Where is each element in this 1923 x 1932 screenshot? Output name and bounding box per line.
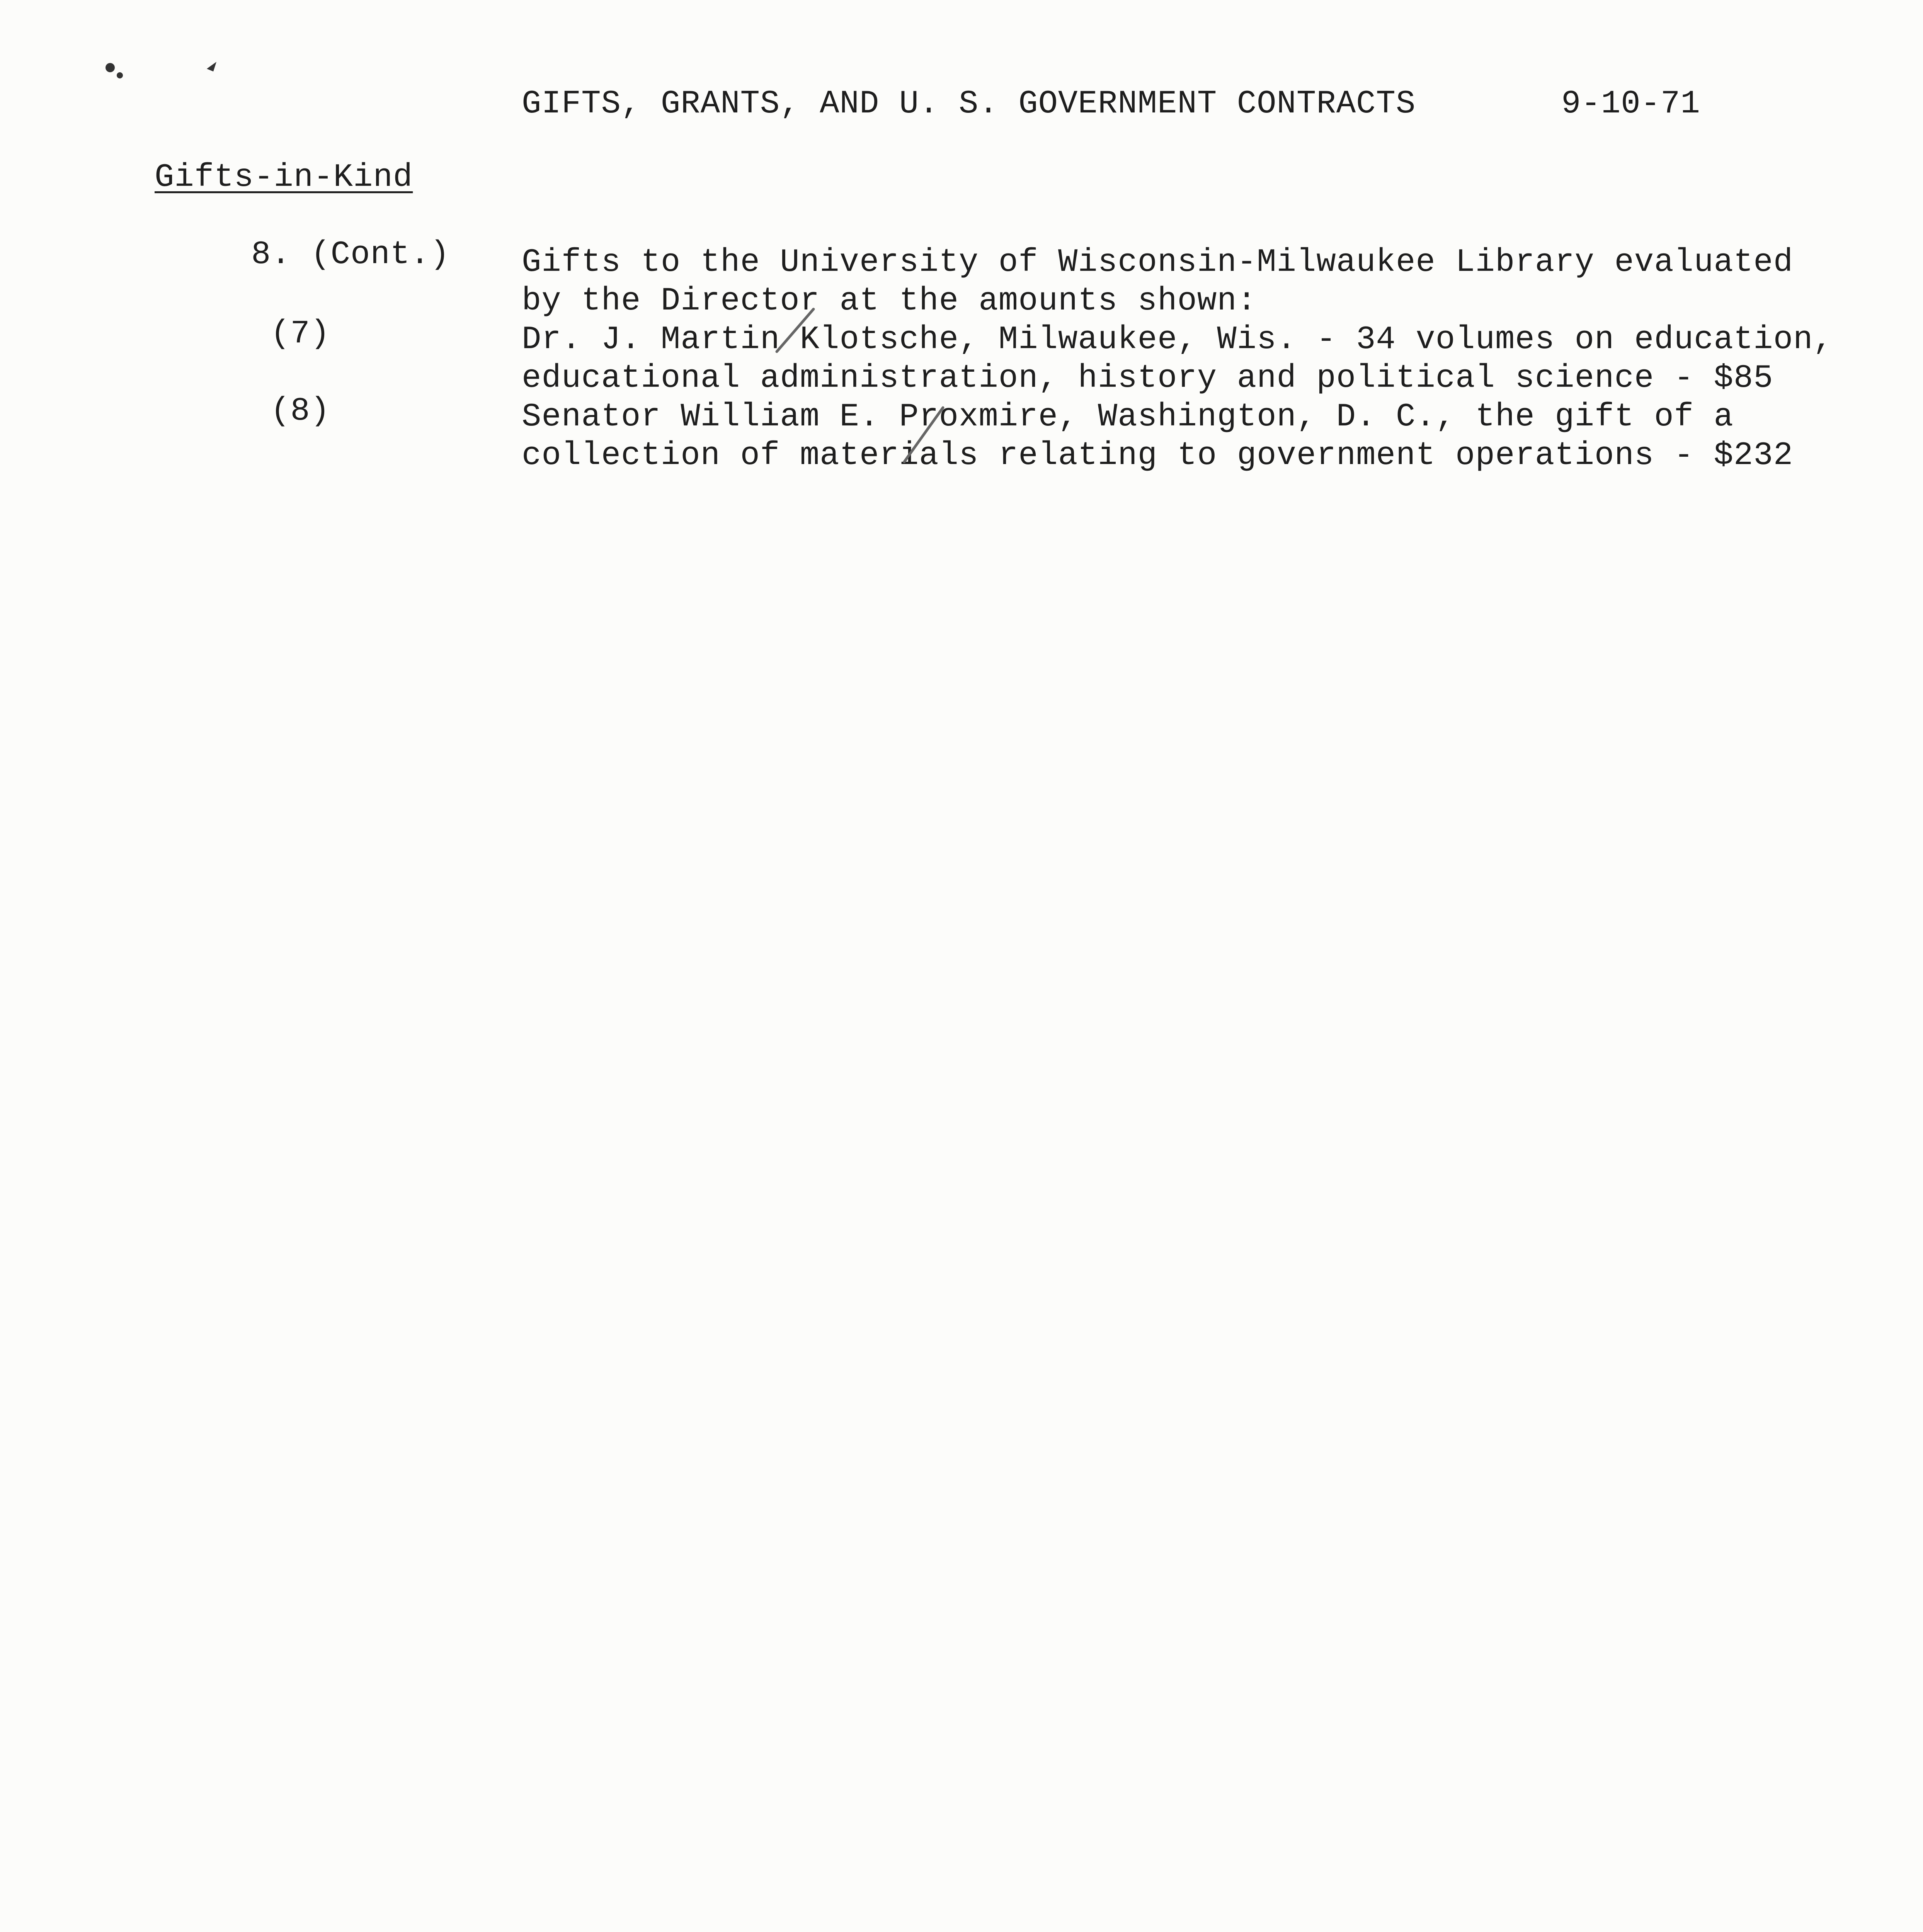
- ink-speck: [106, 63, 115, 72]
- page-header-date: 9-10-71: [1561, 86, 1700, 122]
- ink-speck: [207, 62, 216, 71]
- item-text-line: Senator William E. Proxmire, Washington, D. C., the gift of a: [522, 399, 1734, 435]
- item-number: 8. (Cont.): [251, 236, 450, 273]
- item-number: (7): [271, 316, 330, 352]
- page-header-title: GIFTS, GRANTS, AND U. S. GOVERNMENT CONTRACTS: [522, 86, 1416, 122]
- item-text-line: Dr. J. Martin Klotsche, Milwaukee, Wis. - 34 volumes on education,: [522, 321, 1833, 358]
- section-title: Gifts-in-Kind: [155, 159, 413, 196]
- item-text-line: Gifts to the University of Wisconsin-Milwaukee Library evaluated: [522, 244, 1794, 281]
- item-number: (8): [271, 393, 330, 430]
- item-text-line: by the Director at the amounts shown:: [522, 283, 1257, 320]
- item-text-line: collection of materials relating to government operations - $232: [522, 437, 1794, 474]
- item-text-line: educational administration, history and political science - $85: [522, 360, 1773, 397]
- ink-speck: [117, 72, 123, 78]
